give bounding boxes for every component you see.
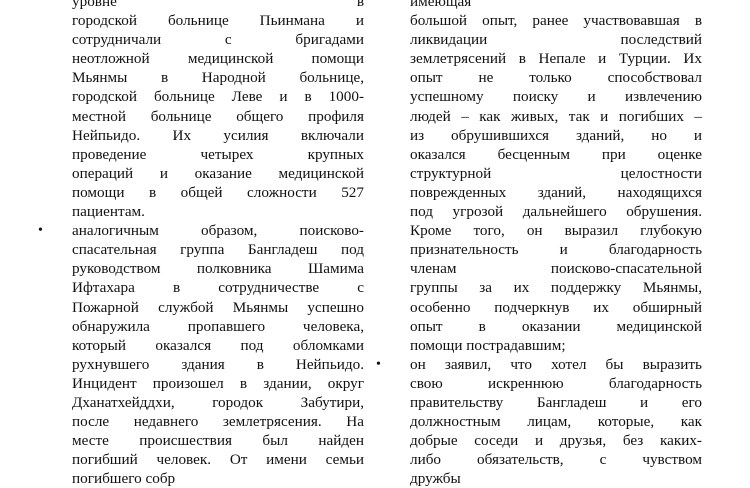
text-line: спасательная группа Бангладеш под <box>72 241 364 259</box>
text-line: дружбы <box>410 470 461 488</box>
text-line: признательность и благодарность <box>410 241 702 259</box>
text-line: под угрозой дальнейшего обрушения. <box>410 203 702 221</box>
text-line: обнаружила пропавшего человека, <box>72 317 364 335</box>
text-line: месте происшествия был найден <box>72 432 364 450</box>
text-line: помощи пострадавшим; <box>410 336 566 354</box>
text-line: Инцидент произошел в здании, округ <box>72 374 364 392</box>
text-line: Дханатхейддхи, городок Забутири, <box>72 393 364 411</box>
text-line: городской больнице Леве и в 1000- <box>72 88 364 106</box>
text-line: Кроме того, он выразил глубокую <box>410 222 702 240</box>
right-column <box>376 0 702 488</box>
left-bullet-item <box>38 221 364 488</box>
text-line: рухнувшего здания в Нейпьидо. <box>72 355 364 373</box>
text-line: погибшего собр <box>72 470 176 488</box>
text-line: проведение четырех крупных <box>72 145 364 163</box>
text-line: операций и оказание медицинской <box>72 164 364 182</box>
text-line: погибший человек. От имени семьи <box>72 451 364 469</box>
text-line: особенно подчеркнув их обширный <box>410 298 702 316</box>
text-line: Мьянмы в Народной больнице, <box>72 69 364 87</box>
bullet-icon: • <box>38 223 43 239</box>
right-paragraph-continued <box>410 0 702 355</box>
text-line: поврежденных зданий, находящихся <box>410 183 702 201</box>
text-line: ликвидации последствий <box>410 31 702 49</box>
text-line: либо обязательств, с чувством <box>410 451 702 469</box>
text-line: местной больнице общего профиля <box>72 107 364 125</box>
text-line: аналогичным образом, поисково- <box>72 222 364 240</box>
text-line: он заявил, что хотел бы выразить <box>410 355 702 373</box>
text-line: людей – как живых, так и погибших – <box>410 107 702 125</box>
bullet-icon: • <box>376 356 381 372</box>
text-line: группы за их поддержку Мьянмы, <box>410 279 702 297</box>
text-line: сотрудничали с бригадами <box>72 31 364 49</box>
text-line: структурной целостности <box>410 164 702 182</box>
text-line: после недавнего землетрясения. На <box>72 413 364 431</box>
text-line: руководством полковника Шамима <box>72 260 364 278</box>
text-line: Нейпьидо. Их усилия включали <box>72 126 364 144</box>
text-line: пациентам. <box>72 203 145 221</box>
text-line: правительству Бангладеш и его <box>410 393 702 411</box>
text-line: уровне в <box>72 0 364 10</box>
text-line: Ифтахара в сотрудничестве с <box>72 279 364 297</box>
text-line: который оказался под обломками <box>72 336 364 354</box>
left-paragraph-continued <box>72 0 364 221</box>
text-line: опыт в оказании медицинской <box>410 317 702 335</box>
text-line: из обрушившихся зданий, но и <box>410 126 702 144</box>
text-line: успешному поиску и извлечению <box>410 88 702 106</box>
text-line: Пожарной службой Мьянмы успешно <box>72 298 364 316</box>
text-line: должностным лицам, которые, как <box>410 413 702 431</box>
text-line: членам поисково-спасательной <box>410 260 702 278</box>
left-column <box>38 0 364 488</box>
text-line: имеющая <box>410 0 472 10</box>
text-line: большой опыт, ранее участвовавшая в <box>410 12 702 30</box>
text-line: неотложной медицинской помощи <box>72 50 364 68</box>
text-line: добрые соседи и друзья, без каких- <box>410 432 702 450</box>
right-bullet-item <box>376 355 702 488</box>
text-line: оказался бесценным при оценке <box>410 145 702 163</box>
text-line: помощи в общей сложности 527 <box>72 183 364 201</box>
text-line: землетрясений в Непале и Турции. Их <box>410 50 702 68</box>
text-line: городской больнице Пьинмана и <box>72 12 364 30</box>
text-line: опыт не только способствовал <box>410 69 702 87</box>
text-line: свою искреннюю благодарность <box>410 374 702 392</box>
